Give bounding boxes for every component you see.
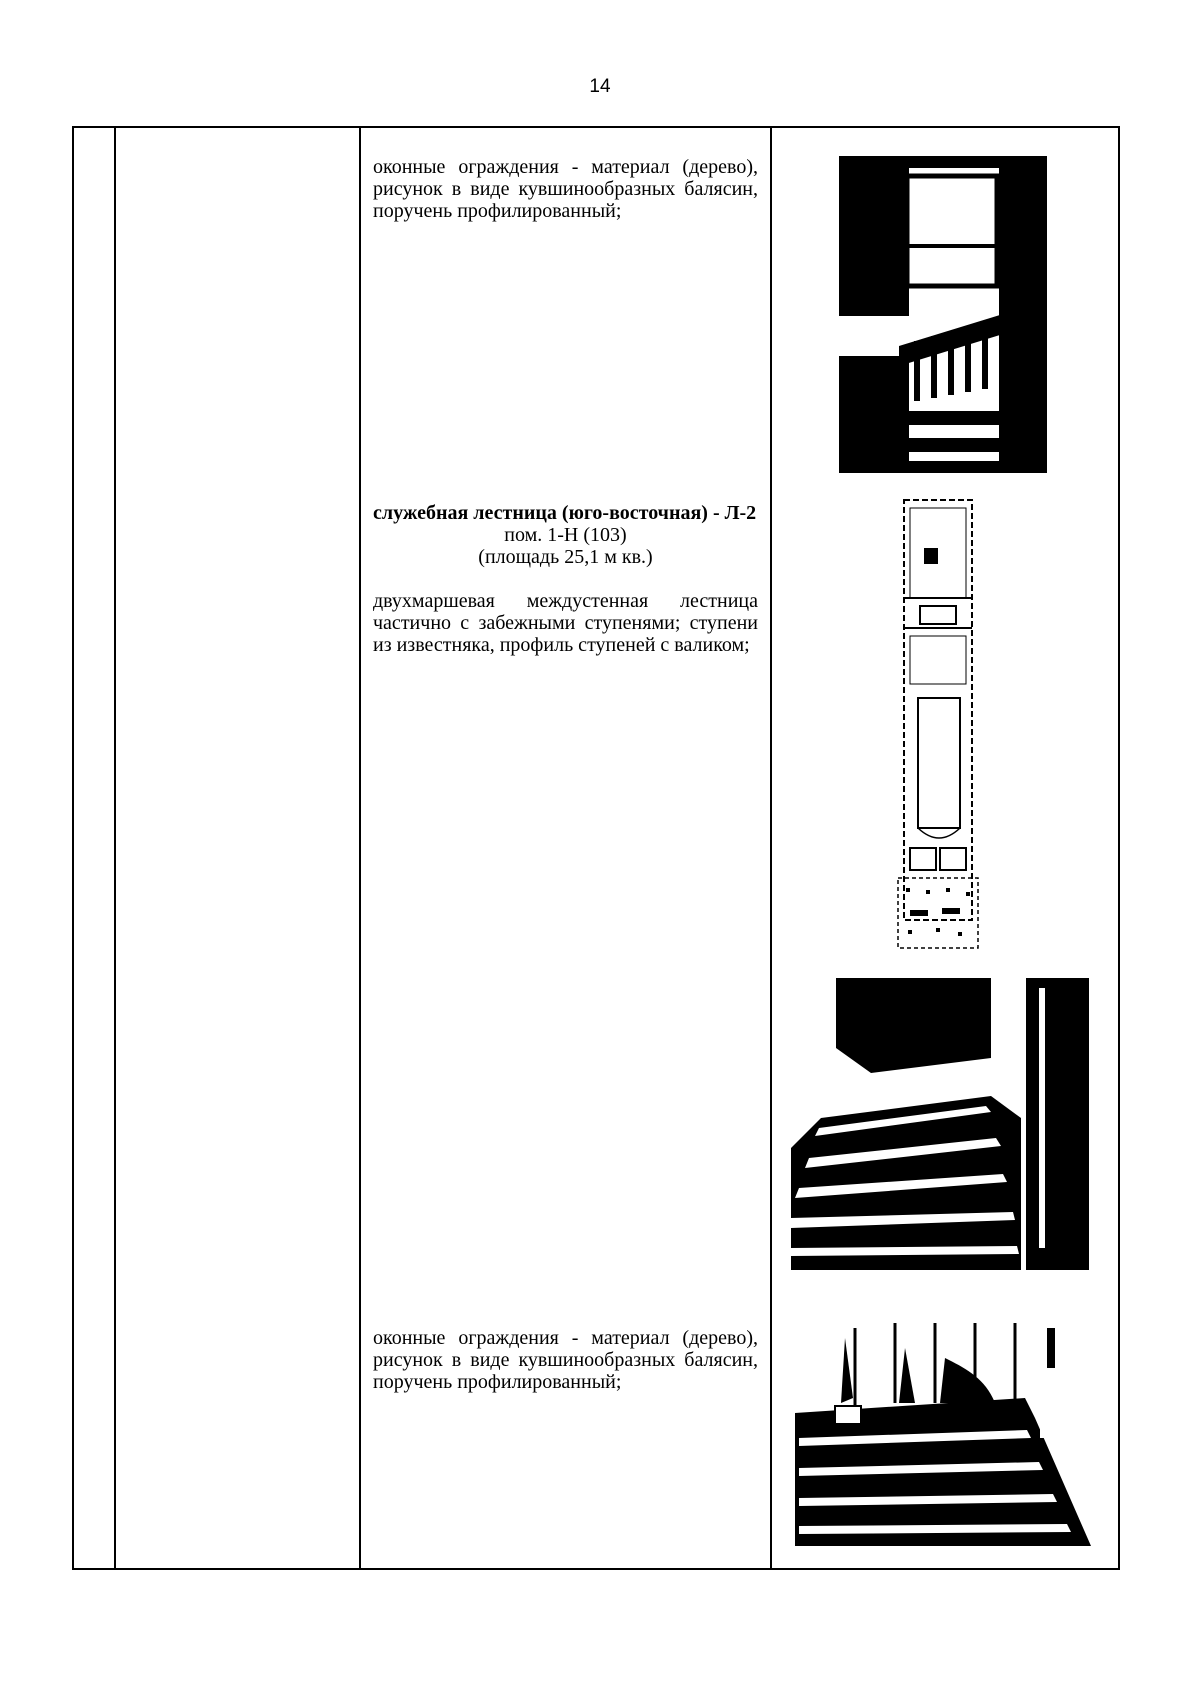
room-area: (площадь 25,1 м кв.)	[478, 546, 653, 568]
window-railing-description-2: оконные ограждения - материал (дерево), рисунок в виде кувшинообразных балясин, поручень профилированный;	[373, 1327, 758, 1393]
page-number: 14	[589, 76, 611, 97]
column-divider-3	[770, 128, 772, 1568]
floor-plan-drawing	[896, 498, 980, 953]
column-divider-1	[114, 128, 116, 1568]
staircase-photo	[791, 978, 1089, 1270]
room-number: пом. 1-Н (103)	[504, 524, 627, 546]
window-railing-photo-2	[795, 1318, 1091, 1546]
window-railing-description-1: оконные ограждения - материал (дерево), рисунок в виде кувшинообразных балясин, поручень профилированный;	[373, 156, 758, 222]
column-divider-2	[359, 128, 361, 1568]
staircase-description: двухмаршевая междустенная лестница частично с забежными ступенями; ступени из известняка, профиль ступеней с валиком;	[373, 590, 758, 656]
staircase-l2-section	[373, 502, 758, 656]
window-railing-photo-1	[839, 156, 1047, 473]
staircase-heading: служебная лестница (юго-восточная) - Л-2	[373, 502, 757, 524]
